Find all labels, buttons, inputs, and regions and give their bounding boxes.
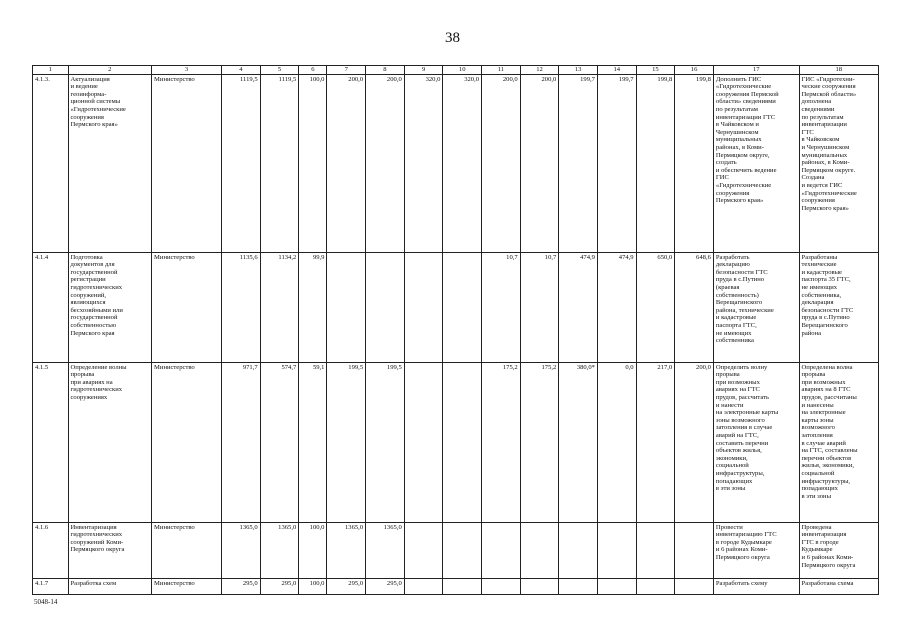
value-cell: 295,0 xyxy=(222,578,261,594)
value-cell: 100,0 xyxy=(299,578,327,594)
activity-name: Инвентаризация гидротехнических сооружений Коми- Пермяцкого округа xyxy=(68,522,152,578)
value-cell: 10,7 xyxy=(520,252,559,362)
value-cell: 200,0 xyxy=(520,74,559,252)
table-row xyxy=(33,578,879,594)
responsible-org: Министерство xyxy=(152,252,222,362)
value-cell xyxy=(443,578,482,594)
value-cell: 0,0 xyxy=(597,362,636,522)
column-header: 15 xyxy=(636,66,675,75)
value-cell: 1119,5 xyxy=(260,74,299,252)
value-cell xyxy=(404,252,443,362)
value-cell: 200,0 xyxy=(482,74,521,252)
value-cell: 1365,0 xyxy=(260,522,299,578)
column-header: 12 xyxy=(520,66,559,75)
value-cell xyxy=(366,252,405,362)
value-cell: 295,0 xyxy=(327,578,366,594)
value-cell xyxy=(443,362,482,522)
value-cell: 175,2 xyxy=(520,362,559,522)
table-row xyxy=(33,362,879,522)
column-header: 14 xyxy=(597,66,636,75)
row-id: 4.1.3. xyxy=(33,74,69,252)
actual-result: ГИС «Гидротехни- ческие сооружения Пермской области» дополнена сведениями по результатам инвентаризации ГТС в Чайковском и Чернушинском муниципальных районах, в Коми- Пермяцком округе. Создана и ведется ГИС «Гидротехнические сооружения Пермского края» xyxy=(799,74,878,252)
table-row xyxy=(33,522,879,578)
column-header: 5 xyxy=(260,66,299,75)
value-cell: 320,0 xyxy=(404,74,443,252)
value-cell xyxy=(675,578,714,594)
value-cell xyxy=(482,578,521,594)
responsible-org: Министерство xyxy=(152,74,222,252)
row-id: 4.1.7 xyxy=(33,578,69,594)
value-cell: 99,9 xyxy=(299,252,327,362)
value-cell: 1134,2 xyxy=(260,252,299,362)
column-header: 6 xyxy=(299,66,327,75)
column-header: 2 xyxy=(68,66,152,75)
column-header: 16 xyxy=(675,66,714,75)
column-header: 17 xyxy=(713,66,799,75)
planned-result: Определить волну прорыва при возможных авариях на ГТС прудов, рассчитать и нанести на электронные карты зоны возможного затопления в случае аварий на ГТС, составить перечни объектов жилья, экономики, социальной инфраструктуры, попадающих в эти зоны xyxy=(713,362,799,522)
actual-result: Разработана схема xyxy=(799,578,878,594)
value-cell xyxy=(520,522,559,578)
value-cell: 199,7 xyxy=(559,74,598,252)
table-row xyxy=(33,252,879,362)
activity-name: Подготовка документов для государственной регистрации гидротехнических сооружений, являющихся бесхозяйными или государственной собственностью Пермского края xyxy=(68,252,152,362)
value-cell: 200,0 xyxy=(675,362,714,522)
actual-result: Разработаны технические и кадастровые паспорта 35 ГТС, не имеющих собственника, декларация безопасности ГТС пруда в с.Путино Верещагинского района xyxy=(799,252,878,362)
planned-result: Разработать схему xyxy=(713,578,799,594)
column-header: 4 xyxy=(222,66,261,75)
value-cell: 648,6 xyxy=(675,252,714,362)
value-cell xyxy=(597,522,636,578)
value-cell xyxy=(520,578,559,594)
column-header: 10 xyxy=(443,66,482,75)
value-cell: 1119,5 xyxy=(222,74,261,252)
value-cell xyxy=(482,522,521,578)
value-cell: 295,0 xyxy=(366,578,405,594)
value-cell: 200,0 xyxy=(327,74,366,252)
planned-result: Дополнить ГИС «Гидротехнические сооружения Пермской области» сведениями по результатам инвентаризации ГТС в Чайковском и Чернушинском муниципальных районах, в Коми- Пермяцком округе, создать и обеспечить ведение ГИС «Гидротехнические сооружения Пермского края» xyxy=(713,74,799,252)
column-header: 9 xyxy=(404,66,443,75)
value-cell xyxy=(636,578,675,594)
program-activities-table xyxy=(32,65,879,595)
document-code: 5048-14 xyxy=(34,598,58,606)
activity-name: Разработка схем xyxy=(68,578,152,594)
value-cell: 574,7 xyxy=(260,362,299,522)
value-cell: 199,5 xyxy=(327,362,366,522)
value-cell xyxy=(443,252,482,362)
page-number: 38 xyxy=(445,30,460,46)
value-cell: 474,9 xyxy=(559,252,598,362)
value-cell: 100,0 xyxy=(299,74,327,252)
value-cell xyxy=(443,522,482,578)
value-cell: 380,0* xyxy=(559,362,598,522)
column-header: 8 xyxy=(366,66,405,75)
value-cell: 320,0 xyxy=(443,74,482,252)
value-cell: 1365,0 xyxy=(366,522,405,578)
value-cell: 175,2 xyxy=(482,362,521,522)
value-cell: 650,0 xyxy=(636,252,675,362)
value-cell xyxy=(404,362,443,522)
value-cell: 199,7 xyxy=(597,74,636,252)
row-id: 4.1.6 xyxy=(33,522,69,578)
value-cell xyxy=(327,252,366,362)
value-cell: 199,8 xyxy=(675,74,714,252)
value-cell: 217,0 xyxy=(636,362,675,522)
value-cell xyxy=(675,522,714,578)
column-header: 3 xyxy=(152,66,222,75)
planned-result: Провести инвентаризацию ГТС в городе Кудымкаре и 6 районах Коми- Пермяцкого округа xyxy=(713,522,799,578)
value-cell: 200,0 xyxy=(366,74,405,252)
value-cell xyxy=(559,578,598,594)
row-id: 4.1.4 xyxy=(33,252,69,362)
value-cell: 1365,0 xyxy=(222,522,261,578)
row-id: 4.1.5 xyxy=(33,362,69,522)
responsible-org: Министерство xyxy=(152,362,222,522)
value-cell xyxy=(636,522,675,578)
responsible-org: Министерство xyxy=(152,578,222,594)
responsible-org: Министерство xyxy=(152,522,222,578)
actual-result: Определена волна прорыва при возможных авариях на 8 ГТС прудов, рассчитаны и нанесены на электронные карты зоны возможного затопления в случае аварий на ГТС, составлены перечни объектов жилья, экономики, социальной инфраструктуры, попадающих в эти зоны xyxy=(799,362,878,522)
value-cell: 1135,6 xyxy=(222,252,261,362)
value-cell xyxy=(559,522,598,578)
value-cell: 199,8 xyxy=(636,74,675,252)
table-row xyxy=(33,74,879,252)
value-cell: 59,1 xyxy=(299,362,327,522)
value-cell: 100,0 xyxy=(299,522,327,578)
activity-name: Определение волны прорыва при авариях на гидротехнических сооружениях xyxy=(68,362,152,522)
value-cell: 10,7 xyxy=(482,252,521,362)
value-cell: 474,9 xyxy=(597,252,636,362)
actual-result: Проведена инвентаризация ГТС в городе Кудымкаре и 6 районах Коми- Пермяцкого округа xyxy=(799,522,878,578)
column-header: 18 xyxy=(799,66,878,75)
column-header: 13 xyxy=(559,66,598,75)
value-cell: 199,5 xyxy=(366,362,405,522)
planned-result: Разработать декларацию безопасности ГТС пруда в с.Путино (краевая собственность) Верещагинского района, технические и кадастровые паспорта ГТС, не имеющих собственника xyxy=(713,252,799,362)
value-cell xyxy=(404,522,443,578)
column-header: 1 xyxy=(33,66,69,75)
value-cell: 971,7 xyxy=(222,362,261,522)
value-cell: 1365,0 xyxy=(327,522,366,578)
column-header: 11 xyxy=(482,66,521,75)
value-cell xyxy=(597,578,636,594)
column-number-row xyxy=(33,66,879,75)
value-cell: 295,0 xyxy=(260,578,299,594)
value-cell xyxy=(404,578,443,594)
column-header: 7 xyxy=(327,66,366,75)
activity-name: Актуализация и ведение геоинформа- ционной системы «Гидротехнические сооружения Пермского края» xyxy=(68,74,152,252)
